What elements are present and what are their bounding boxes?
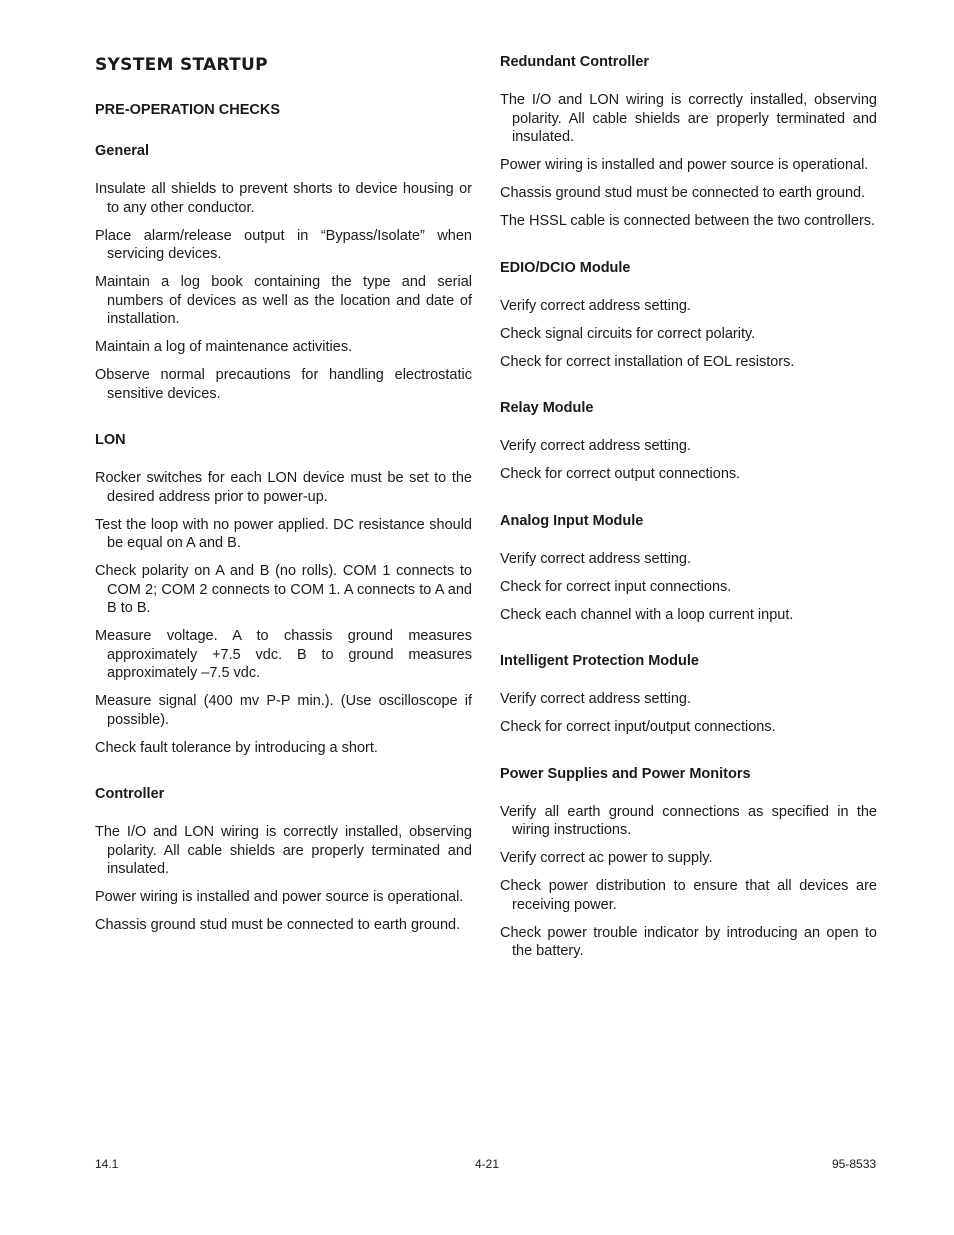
checklist-item: Power wiring is installed and power source is operational. xyxy=(95,889,464,905)
section xyxy=(500,53,877,231)
checklist-item: Verify correct address setting. xyxy=(500,550,691,567)
footer-document-number: 95-8533 xyxy=(832,1157,877,1171)
checklist-item: Verify all earth ground connections as specified in the wiring instructions. xyxy=(500,803,877,838)
section-heading: Analog Input Module xyxy=(500,512,644,529)
checklist-item: Check fault tolerance by introducing a short. xyxy=(95,739,378,756)
checklist-item: Check signal circuits for correct polarity. xyxy=(500,325,756,342)
section-heading: EDIO/DCIO Module xyxy=(500,259,631,276)
checklist-item: Verify correct address setting. xyxy=(500,438,691,454)
section xyxy=(95,431,472,757)
section xyxy=(500,765,877,961)
checklist-item: Chassis ground stud must be connected to earth ground. xyxy=(500,185,866,201)
section-heading: Relay Module xyxy=(500,400,594,416)
right-sections xyxy=(500,53,877,961)
checklist-item: Observe normal precautions for handling electrostatic sensitive devices. xyxy=(95,367,472,402)
section-heading: Intelligent Protection Module xyxy=(500,653,699,669)
footer-page-number: 4-21 xyxy=(475,1157,500,1171)
section-heading: Redundant Controller xyxy=(500,54,650,70)
checklist-item: Verify correct address setting. xyxy=(500,691,691,707)
checklist-item: Power wiring is installed and power source is operational. xyxy=(500,157,869,173)
checklist-item: Rocker switches for each LON device must be set to the desired address prior to power-up. xyxy=(95,470,472,505)
checklist-item: Check power trouble indicator by introducing an open to the battery. xyxy=(500,924,877,959)
checklist-item: Maintain a log of maintenance activities. xyxy=(95,339,353,355)
checklist-item: Verify correct ac power to supply. xyxy=(500,850,713,866)
left-column xyxy=(95,54,472,963)
left-sections xyxy=(95,142,472,935)
section xyxy=(95,142,472,403)
section xyxy=(500,512,877,625)
section-heading: Controller xyxy=(95,786,165,802)
checklist-item: Test the loop with no power applied. DC resistance should be equal on A and B. xyxy=(95,516,472,551)
checklist-item: Check each channel with a loop current input. xyxy=(500,606,794,623)
checklist-item: Measure signal (400 mv P-P min.). (Use oscilloscope if possible). xyxy=(95,693,472,728)
checklist-item: The I/O and LON wiring is correctly installed, observing polarity. All cable shields are properly terminated and insulated. xyxy=(95,824,472,877)
checklist-item: Check for correct output connections. xyxy=(500,466,741,482)
checklist-item: Check for correct input connections. xyxy=(500,578,732,595)
section xyxy=(500,399,877,484)
checklist-item: Chassis ground stud must be connected to earth ground. xyxy=(95,917,461,933)
section xyxy=(95,785,472,935)
checklist-item: Check for correct input/output connections. xyxy=(500,719,776,735)
page-title: SYSTEM STARTUP xyxy=(95,55,268,75)
checklist-item: Place alarm/release output in “Bypass/Isolate” when servicing devices. xyxy=(95,227,472,262)
section-heading: General xyxy=(95,143,149,159)
checklist-item: Maintain a log book containing the type and serial numbers of devices as well as the location and date of installation. xyxy=(95,274,472,327)
section xyxy=(500,652,877,737)
checklist-item: The I/O and LON wiring is correctly installed, observing polarity. All cable shields are properly terminated and insulated. xyxy=(500,92,877,145)
section-heading: LON xyxy=(95,432,126,448)
checklist-item: Insulate all shields to prevent shorts to device housing or to any other conductor. xyxy=(95,181,472,216)
checklist-item: The HSSL cable is connected between the two controllers. xyxy=(500,213,876,229)
section-heading: Power Supplies and Power Monitors xyxy=(500,765,751,782)
right-column xyxy=(500,53,877,989)
section xyxy=(500,259,877,372)
footer-revision: 14.1 xyxy=(95,1157,119,1171)
checklist-item: Check polarity on A and B (no rolls). COM 1 connects to COM 2; COM 2 connects to COM 1. A connects to A and B to B. xyxy=(95,563,472,616)
subtitle: PRE-OPERATION CHECKS xyxy=(95,102,281,118)
checklist-item: Check for correct installation of EOL resistors. xyxy=(500,353,795,370)
checklist-item: Check power distribution to ensure that all devices are receiving power. xyxy=(500,878,877,913)
checklist-item: Measure voltage. A to chassis ground measures approximately +7.5 vdc. B to ground measures approximately –7.5 vdc. xyxy=(95,628,472,681)
checklist-item: Verify correct address setting. xyxy=(500,297,691,314)
